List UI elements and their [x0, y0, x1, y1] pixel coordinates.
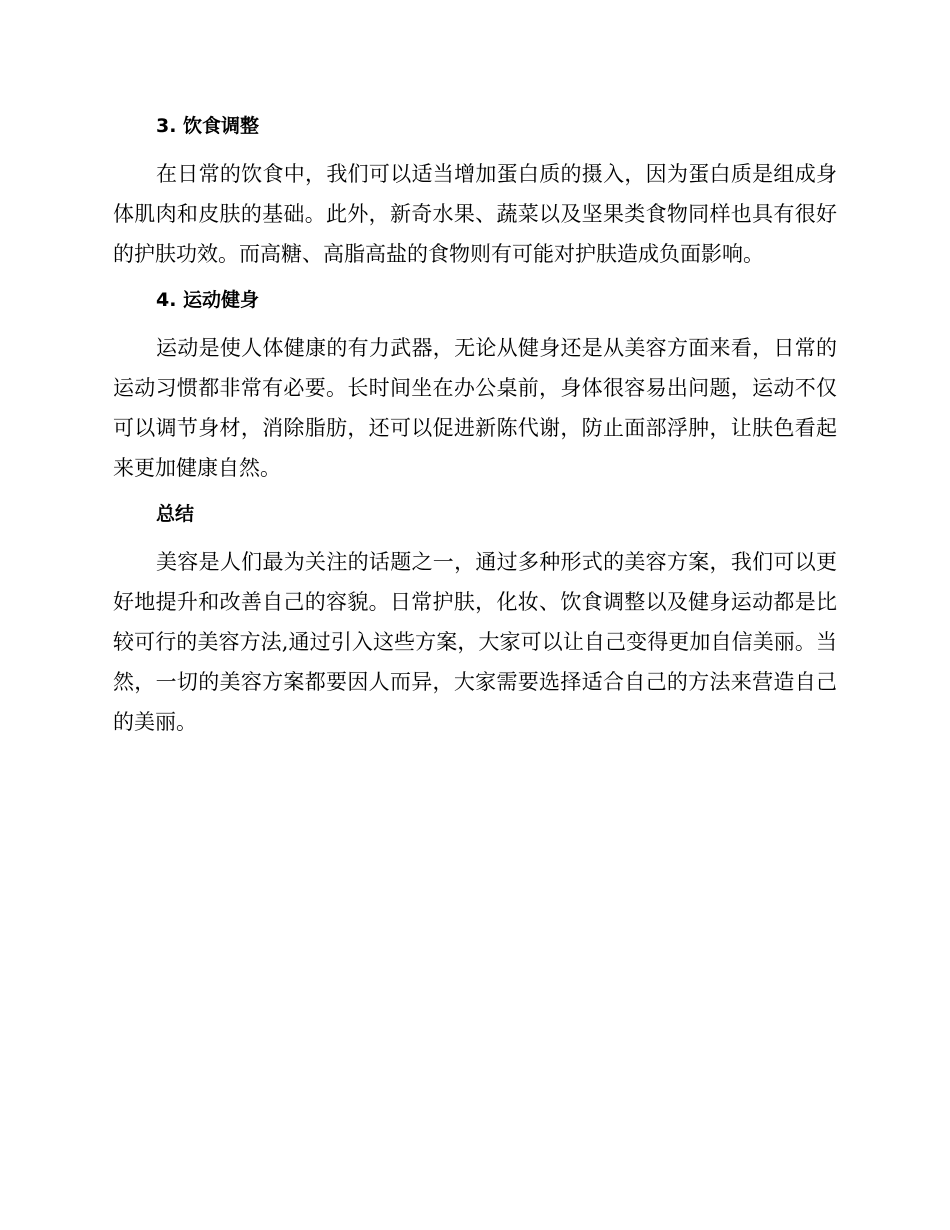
section-body-diet: 在日常的饮食中，我们可以适当增加蛋白质的摄入，因为蛋白质是组成身体肌肉和皮肤的基础。此外，新奇水果、蔬菜以及坚果类食物同样也具有很好的护肤功效。而高糖、高脂高盐的食物则有可能对护肤造成负面影响。: [113, 162, 837, 266]
section-heading-diet: 3. 饮食调整: [156, 115, 260, 137]
section-body-summary: 美容是人们最为关注的话题之一，通过多种形式的美容方案，我们可以更好地提升和改善自己的容貌。日常护肤，化妆、饮食调整以及健身运动都是比较可行的美容方法,通过引入这些方案，大家可以让自己变得更加自信美丽。当然，一切的美容方案都要因人而异，大家需要选择适合自己的方法来营造自己的美丽。: [113, 550, 837, 734]
section-heading-exercise: 4. 运动健身: [156, 289, 260, 311]
section-heading-summary: 总结: [156, 503, 195, 525]
document-content: [113, 110, 837, 742]
section-body-exercise: 运动是使人体健康的有力武器，无论从健身还是从美容方面来看，日常的运动习惯都非常有必要。长时间坐在办公桌前，身体很容易出问题，运动不仅可以调节身材，消除脂肪，还可以促进新陈代谢，防止面部浮肿，让肤色看起来更加健康自然。: [113, 336, 837, 480]
